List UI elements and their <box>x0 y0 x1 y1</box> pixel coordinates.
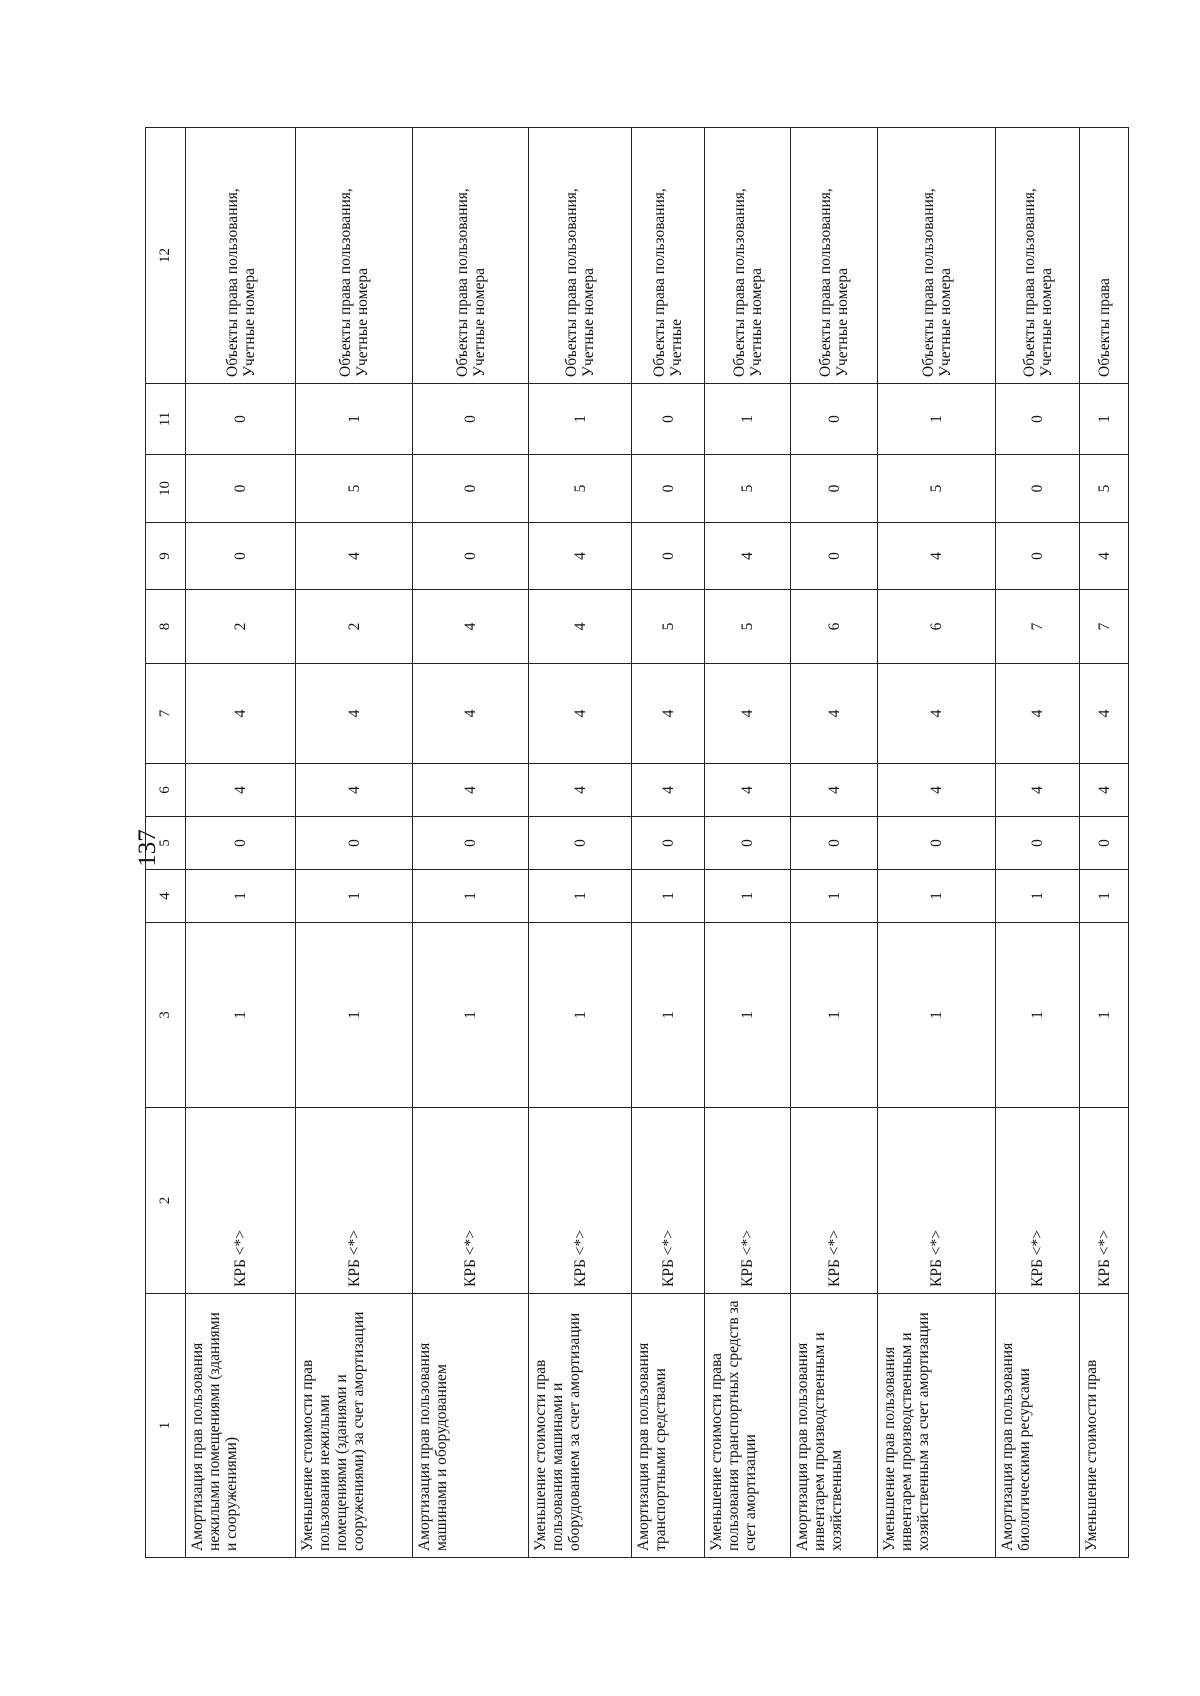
code-cell: КРБ <*> <box>296 1108 413 1294</box>
value-cell: 1 <box>996 870 1080 923</box>
value-cell: 1 <box>632 870 705 923</box>
value-cell: 0 <box>791 384 878 455</box>
code-cell: КРБ <*> <box>1080 1108 1129 1294</box>
value-cell: 1 <box>791 870 878 923</box>
value-cell: 1 <box>1080 870 1129 923</box>
value-cell: 4 <box>296 523 413 590</box>
objects-cell: Объекты права пользования, Учетные номера <box>878 128 996 384</box>
row-name-cell: Амортизация прав пользования машинами и оборудованием <box>413 1294 529 1558</box>
value-cell: 1 <box>791 923 878 1108</box>
value-cell: 4 <box>791 764 878 817</box>
table-row <box>529 128 632 1558</box>
value-cell: 0 <box>996 455 1080 523</box>
value-cell: 0 <box>186 523 296 590</box>
column-header-3: 3 <box>146 923 186 1108</box>
value-cell: 4 <box>632 764 705 817</box>
code-cell: КРБ <*> <box>878 1108 996 1294</box>
table-row <box>878 128 996 1558</box>
value-cell: 6 <box>878 590 996 664</box>
value-cell: 0 <box>632 817 705 870</box>
value-cell: 5 <box>1080 455 1129 523</box>
table-row <box>791 128 878 1558</box>
column-header-12: 12 <box>146 128 186 384</box>
value-cell: 4 <box>705 764 791 817</box>
value-cell: 1 <box>1080 384 1129 455</box>
value-cell: 1 <box>529 384 632 455</box>
row-name-cell: Амортизация прав пользования транспортными средствами <box>632 1294 705 1558</box>
column-header-8: 8 <box>146 590 186 664</box>
table-row <box>632 128 705 1558</box>
value-cell: 4 <box>996 764 1080 817</box>
value-cell: 1 <box>705 923 791 1108</box>
objects-cell: Объекты права пользования, Учетные номера <box>186 128 296 384</box>
value-cell: 1 <box>529 923 632 1108</box>
value-cell: 5 <box>705 455 791 523</box>
row-name-cell: Уменьшение стоимости права пользования транспортных средств за счет амортизации <box>705 1294 791 1558</box>
value-cell: 5 <box>632 590 705 664</box>
value-cell: 1 <box>186 923 296 1108</box>
value-cell: 4 <box>878 764 996 817</box>
value-cell: 4 <box>1080 523 1129 590</box>
value-cell: 4 <box>529 590 632 664</box>
row-name-cell: Уменьшение прав пользования инвентарем производственным и хозяйственным за счет амортизации <box>878 1294 996 1558</box>
objects-cell: Объекты права пользования, Учетные номера <box>296 128 413 384</box>
column-header-7: 7 <box>146 664 186 764</box>
value-cell: 4 <box>413 590 529 664</box>
value-cell: 0 <box>996 384 1080 455</box>
value-cell: 4 <box>529 523 632 590</box>
value-cell: 4 <box>296 764 413 817</box>
value-cell: 4 <box>413 764 529 817</box>
column-header-6: 6 <box>146 764 186 817</box>
value-cell: 1 <box>529 870 632 923</box>
code-cell: КРБ <*> <box>413 1108 529 1294</box>
value-cell: 1 <box>413 870 529 923</box>
value-cell: 1 <box>878 384 996 455</box>
value-cell: 1 <box>632 923 705 1108</box>
objects-cell: Объекты права пользования, Учетные номера <box>996 128 1080 384</box>
value-cell: 0 <box>296 817 413 870</box>
value-cell: 1 <box>705 870 791 923</box>
value-cell: 4 <box>296 664 413 764</box>
value-cell: 1 <box>996 923 1080 1108</box>
code-cell: КРБ <*> <box>996 1108 1080 1294</box>
value-cell: 1 <box>296 384 413 455</box>
objects-cell: Объекты права пользования, Учетные номера <box>529 128 632 384</box>
value-cell: 4 <box>1080 764 1129 817</box>
value-cell: 1 <box>1080 923 1129 1108</box>
value-cell: 4 <box>996 664 1080 764</box>
value-cell: 1 <box>413 923 529 1108</box>
value-cell: 0 <box>186 817 296 870</box>
value-cell: 0 <box>878 817 996 870</box>
column-header-4: 4 <box>146 870 186 923</box>
column-header-10: 10 <box>146 455 186 523</box>
value-cell: 6 <box>791 590 878 664</box>
row-name-cell: Уменьшение стоимости прав <box>1080 1294 1129 1558</box>
value-cell: 4 <box>186 764 296 817</box>
column-header-11: 11 <box>146 384 186 455</box>
value-cell: 1 <box>878 870 996 923</box>
value-cell: 2 <box>186 590 296 664</box>
value-cell: 7 <box>1080 590 1129 664</box>
value-cell: 1 <box>296 923 413 1108</box>
value-cell: 4 <box>1080 664 1129 764</box>
value-cell: 2 <box>296 590 413 664</box>
value-cell: 0 <box>1080 817 1129 870</box>
header-row <box>146 128 186 1558</box>
objects-cell: Объекты права <box>1080 128 1129 384</box>
value-cell: 4 <box>186 664 296 764</box>
value-cell: 0 <box>632 523 705 590</box>
row-name-cell: Уменьшение стоимости прав пользования машинами и оборудованием за счет амортизации <box>529 1294 632 1558</box>
value-cell: 7 <box>996 590 1080 664</box>
value-cell: 1 <box>705 384 791 455</box>
column-header-1: 1 <box>146 1294 186 1558</box>
code-cell: КРБ <*> <box>705 1108 791 1294</box>
code-cell: КРБ <*> <box>529 1108 632 1294</box>
objects-cell: Объекты права пользования, Учетные номера <box>705 128 791 384</box>
value-cell: 0 <box>413 455 529 523</box>
value-cell: 4 <box>632 664 705 764</box>
row-name-cell: Амортизация прав пользования инвентарем производственным и хозяйственным <box>791 1294 878 1558</box>
value-cell: 0 <box>705 817 791 870</box>
table-row <box>186 128 296 1558</box>
value-cell: 0 <box>996 817 1080 870</box>
row-name-cell: Амортизация прав пользования нежилыми помещениями (зданиями и сооружениями) <box>186 1294 296 1558</box>
objects-cell: Объекты права пользования, Учетные номера <box>791 128 878 384</box>
value-cell: 4 <box>529 764 632 817</box>
value-cell: 1 <box>878 923 996 1108</box>
table-row <box>705 128 791 1558</box>
value-cell: 5 <box>705 590 791 664</box>
value-cell: 0 <box>791 455 878 523</box>
value-cell: 0 <box>529 817 632 870</box>
objects-cell: Объекты права пользования, Учетные <box>632 128 705 384</box>
value-cell: 0 <box>791 817 878 870</box>
row-name-cell: Уменьшение стоимости прав пользования нежилыми помещениями (зданиями и сооружениями) за счет амортизации <box>296 1294 413 1558</box>
value-cell: 0 <box>632 384 705 455</box>
table-row <box>1080 128 1129 1558</box>
table-row <box>296 128 413 1558</box>
data-table <box>145 128 1177 1558</box>
code-cell: КРБ <*> <box>791 1108 878 1294</box>
value-cell: 0 <box>413 384 529 455</box>
column-header-5: 5 <box>146 817 186 870</box>
row-name-cell: Амортизация прав пользования биологическими ресурсами <box>996 1294 1080 1558</box>
value-cell: 4 <box>705 664 791 764</box>
value-cell: 0 <box>186 384 296 455</box>
code-cell: КРБ <*> <box>632 1108 705 1294</box>
table-row <box>413 128 529 1558</box>
value-cell: 4 <box>878 523 996 590</box>
value-cell: 4 <box>878 664 996 764</box>
objects-cell: Объекты права пользования, Учетные номера <box>413 128 529 384</box>
value-cell: 5 <box>296 455 413 523</box>
value-cell: 4 <box>413 664 529 764</box>
value-cell: 4 <box>705 523 791 590</box>
value-cell: 0 <box>413 523 529 590</box>
column-header-2: 2 <box>146 1108 186 1294</box>
page-number: 137 <box>134 829 161 867</box>
table-row <box>996 128 1080 1558</box>
value-cell: 5 <box>529 455 632 523</box>
value-cell: 4 <box>791 664 878 764</box>
column-header-9: 9 <box>146 523 186 590</box>
value-cell: 0 <box>186 455 296 523</box>
value-cell: 0 <box>632 455 705 523</box>
code-cell: КРБ <*> <box>186 1108 296 1294</box>
value-cell: 0 <box>791 523 878 590</box>
value-cell: 1 <box>296 870 413 923</box>
value-cell: 1 <box>186 870 296 923</box>
value-cell: 5 <box>878 455 996 523</box>
value-cell: 0 <box>413 817 529 870</box>
value-cell: 0 <box>996 523 1080 590</box>
value-cell: 4 <box>529 664 632 764</box>
